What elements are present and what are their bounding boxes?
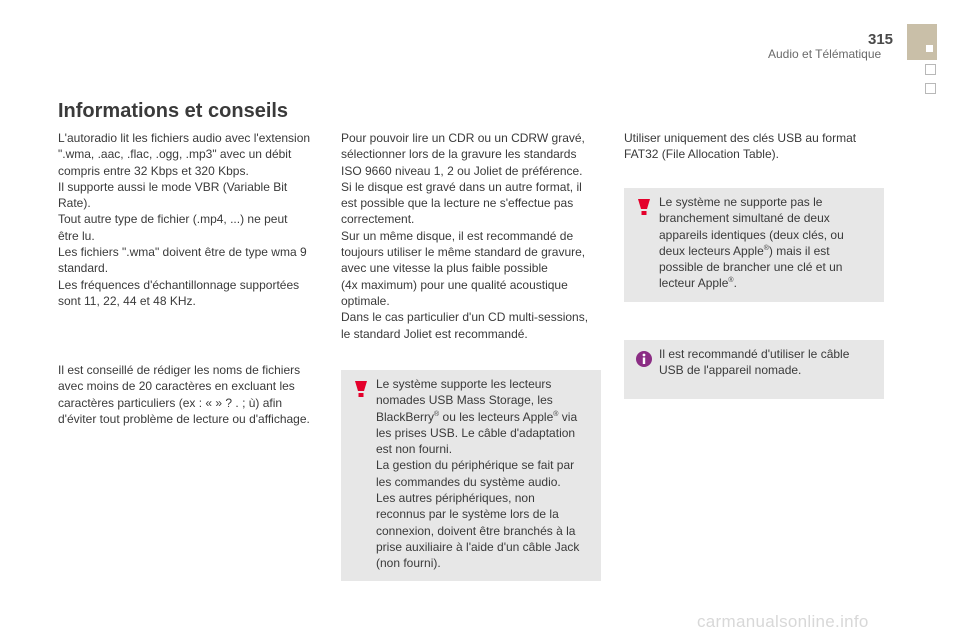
text-line: Les autres périphériques, non xyxy=(376,491,535,506)
text-line: Le système supporte les lecteurs xyxy=(376,377,552,391)
info-icon xyxy=(636,350,652,368)
text-line: appareils identiques (deux clés, ou xyxy=(659,227,844,242)
page-number: 315 xyxy=(868,31,894,48)
text-line: avec moins de 20 caractères en excluant les xyxy=(58,379,295,394)
watermark: carmanualsonline.info xyxy=(697,612,869,631)
usb-format-paragraph xyxy=(624,130,856,163)
text-line: possible de brancher une clé et un xyxy=(659,260,843,275)
text-line: compris entre 32 Kbps et 320 Kbps. xyxy=(58,163,249,178)
text-line: (non fourni). xyxy=(376,556,441,571)
text-line: standard. xyxy=(58,261,109,276)
text-line: Utiliser uniquement des clés USB au format xyxy=(624,131,857,145)
text-line: (4x maximum) pour une qualité acoustique xyxy=(341,277,568,292)
text-line: Pour pouvoir lire un CDR ou un CDRW gravé, xyxy=(341,131,585,145)
usb-devices-warning-box xyxy=(341,370,601,581)
text-line: La gestion du périphérique se fait par xyxy=(376,458,575,473)
text-line: Si le disque est gravé dans un autre format, il xyxy=(341,179,582,194)
text-line: lecteur Apple®. xyxy=(659,276,737,291)
text-line: nomades USB Mass Storage, les xyxy=(376,393,553,408)
text-line: optimale. xyxy=(341,293,390,308)
text-line: Les fréquences d'échantillonnage supportées xyxy=(58,277,300,292)
text-line: le standard Joliet est recommandé. xyxy=(341,326,528,341)
text-line: est possible que la lecture ne s'effectue pas xyxy=(341,196,574,211)
text-line: d'éviter tout problème de lecture ou d'affichage. xyxy=(58,411,310,426)
text-line: Le système ne supporte pas le xyxy=(659,195,823,209)
warning-icon xyxy=(353,380,369,398)
section-tab xyxy=(925,64,936,75)
info-text xyxy=(659,346,849,379)
text-line: BlackBerry® ou les lecteurs Apple® via xyxy=(376,409,578,424)
text-line: connexion, doivent être branchés à la xyxy=(376,523,576,538)
text-line: les commandes du système audio. xyxy=(376,474,561,489)
text-line: L'autoradio lit les fichiers audio avec l'extension xyxy=(58,131,311,145)
warning-text xyxy=(659,194,844,292)
text-line: est non fourni. xyxy=(376,442,453,457)
text-line: reconnus par le système lors de la xyxy=(376,507,559,522)
file-names-paragraph xyxy=(58,362,310,427)
text-line: correctement. xyxy=(341,212,415,227)
text-line: deux lecteurs Apple®) mais il est xyxy=(659,243,830,258)
text-line: Sur un même disque, il est recommandé de xyxy=(341,228,574,243)
text-line: branchement simultané de deux xyxy=(659,211,830,226)
text-line: sont 11, 22, 44 et 48 KHz. xyxy=(58,293,196,308)
section-tab-active xyxy=(907,24,937,60)
warning-icon xyxy=(636,198,652,216)
page-heading: Informations et conseils xyxy=(58,100,289,122)
section-tab xyxy=(925,83,936,94)
cd-burning-paragraph xyxy=(341,130,588,342)
text-line: Il supporte aussi le mode VBR (Variable Bit xyxy=(58,179,288,194)
text-line: Il est recommandé d'utiliser le câble xyxy=(659,347,850,361)
section-title: Audio et Télématique xyxy=(768,47,882,61)
text-line: sélectionner lors de la gravure les standards xyxy=(341,147,577,162)
audio-formats-paragraph xyxy=(58,130,310,309)
text-line: USB de l'appareil nomade. xyxy=(659,363,802,378)
text-line: toujours utiliser le même standard de gravure, xyxy=(341,245,586,260)
simultaneous-devices-warning-box xyxy=(624,188,884,302)
text-line: ".wma, .aac, .flac, .ogg, .mp3" avec un débit xyxy=(58,147,292,162)
warning-text xyxy=(376,376,579,572)
text-line: Rate). xyxy=(58,196,91,211)
text-line: les prises USB. Le câble d'adaptation xyxy=(376,425,576,440)
text-line: caractères particuliers (ex : « » ? . ; ù) afin xyxy=(58,395,283,410)
text-line: avec une vitesse la plus faible possible xyxy=(341,261,548,276)
tab-marker-icon xyxy=(926,45,933,52)
usb-cable-info-box xyxy=(624,340,884,399)
text-line: Tout autre type de fichier (.mp4, ...) ne peut xyxy=(58,212,288,227)
text-line: prise auxiliaire à l'aide d'un câble Jack xyxy=(376,539,580,554)
text-line: Il est conseillé de rédiger les noms de fichiers xyxy=(58,363,301,377)
text-line: Les fichiers ".wma" doivent être de type wma 9 xyxy=(58,245,307,260)
text-line: FAT32 (File Allocation Table). xyxy=(624,147,779,162)
text-line: ISO 9660 niveau 1, 2 ou Joliet de préférence. xyxy=(341,163,583,178)
text-line: Dans le cas particulier d'un CD multi-sessions, xyxy=(341,310,589,325)
text-line: être lu. xyxy=(58,228,95,243)
